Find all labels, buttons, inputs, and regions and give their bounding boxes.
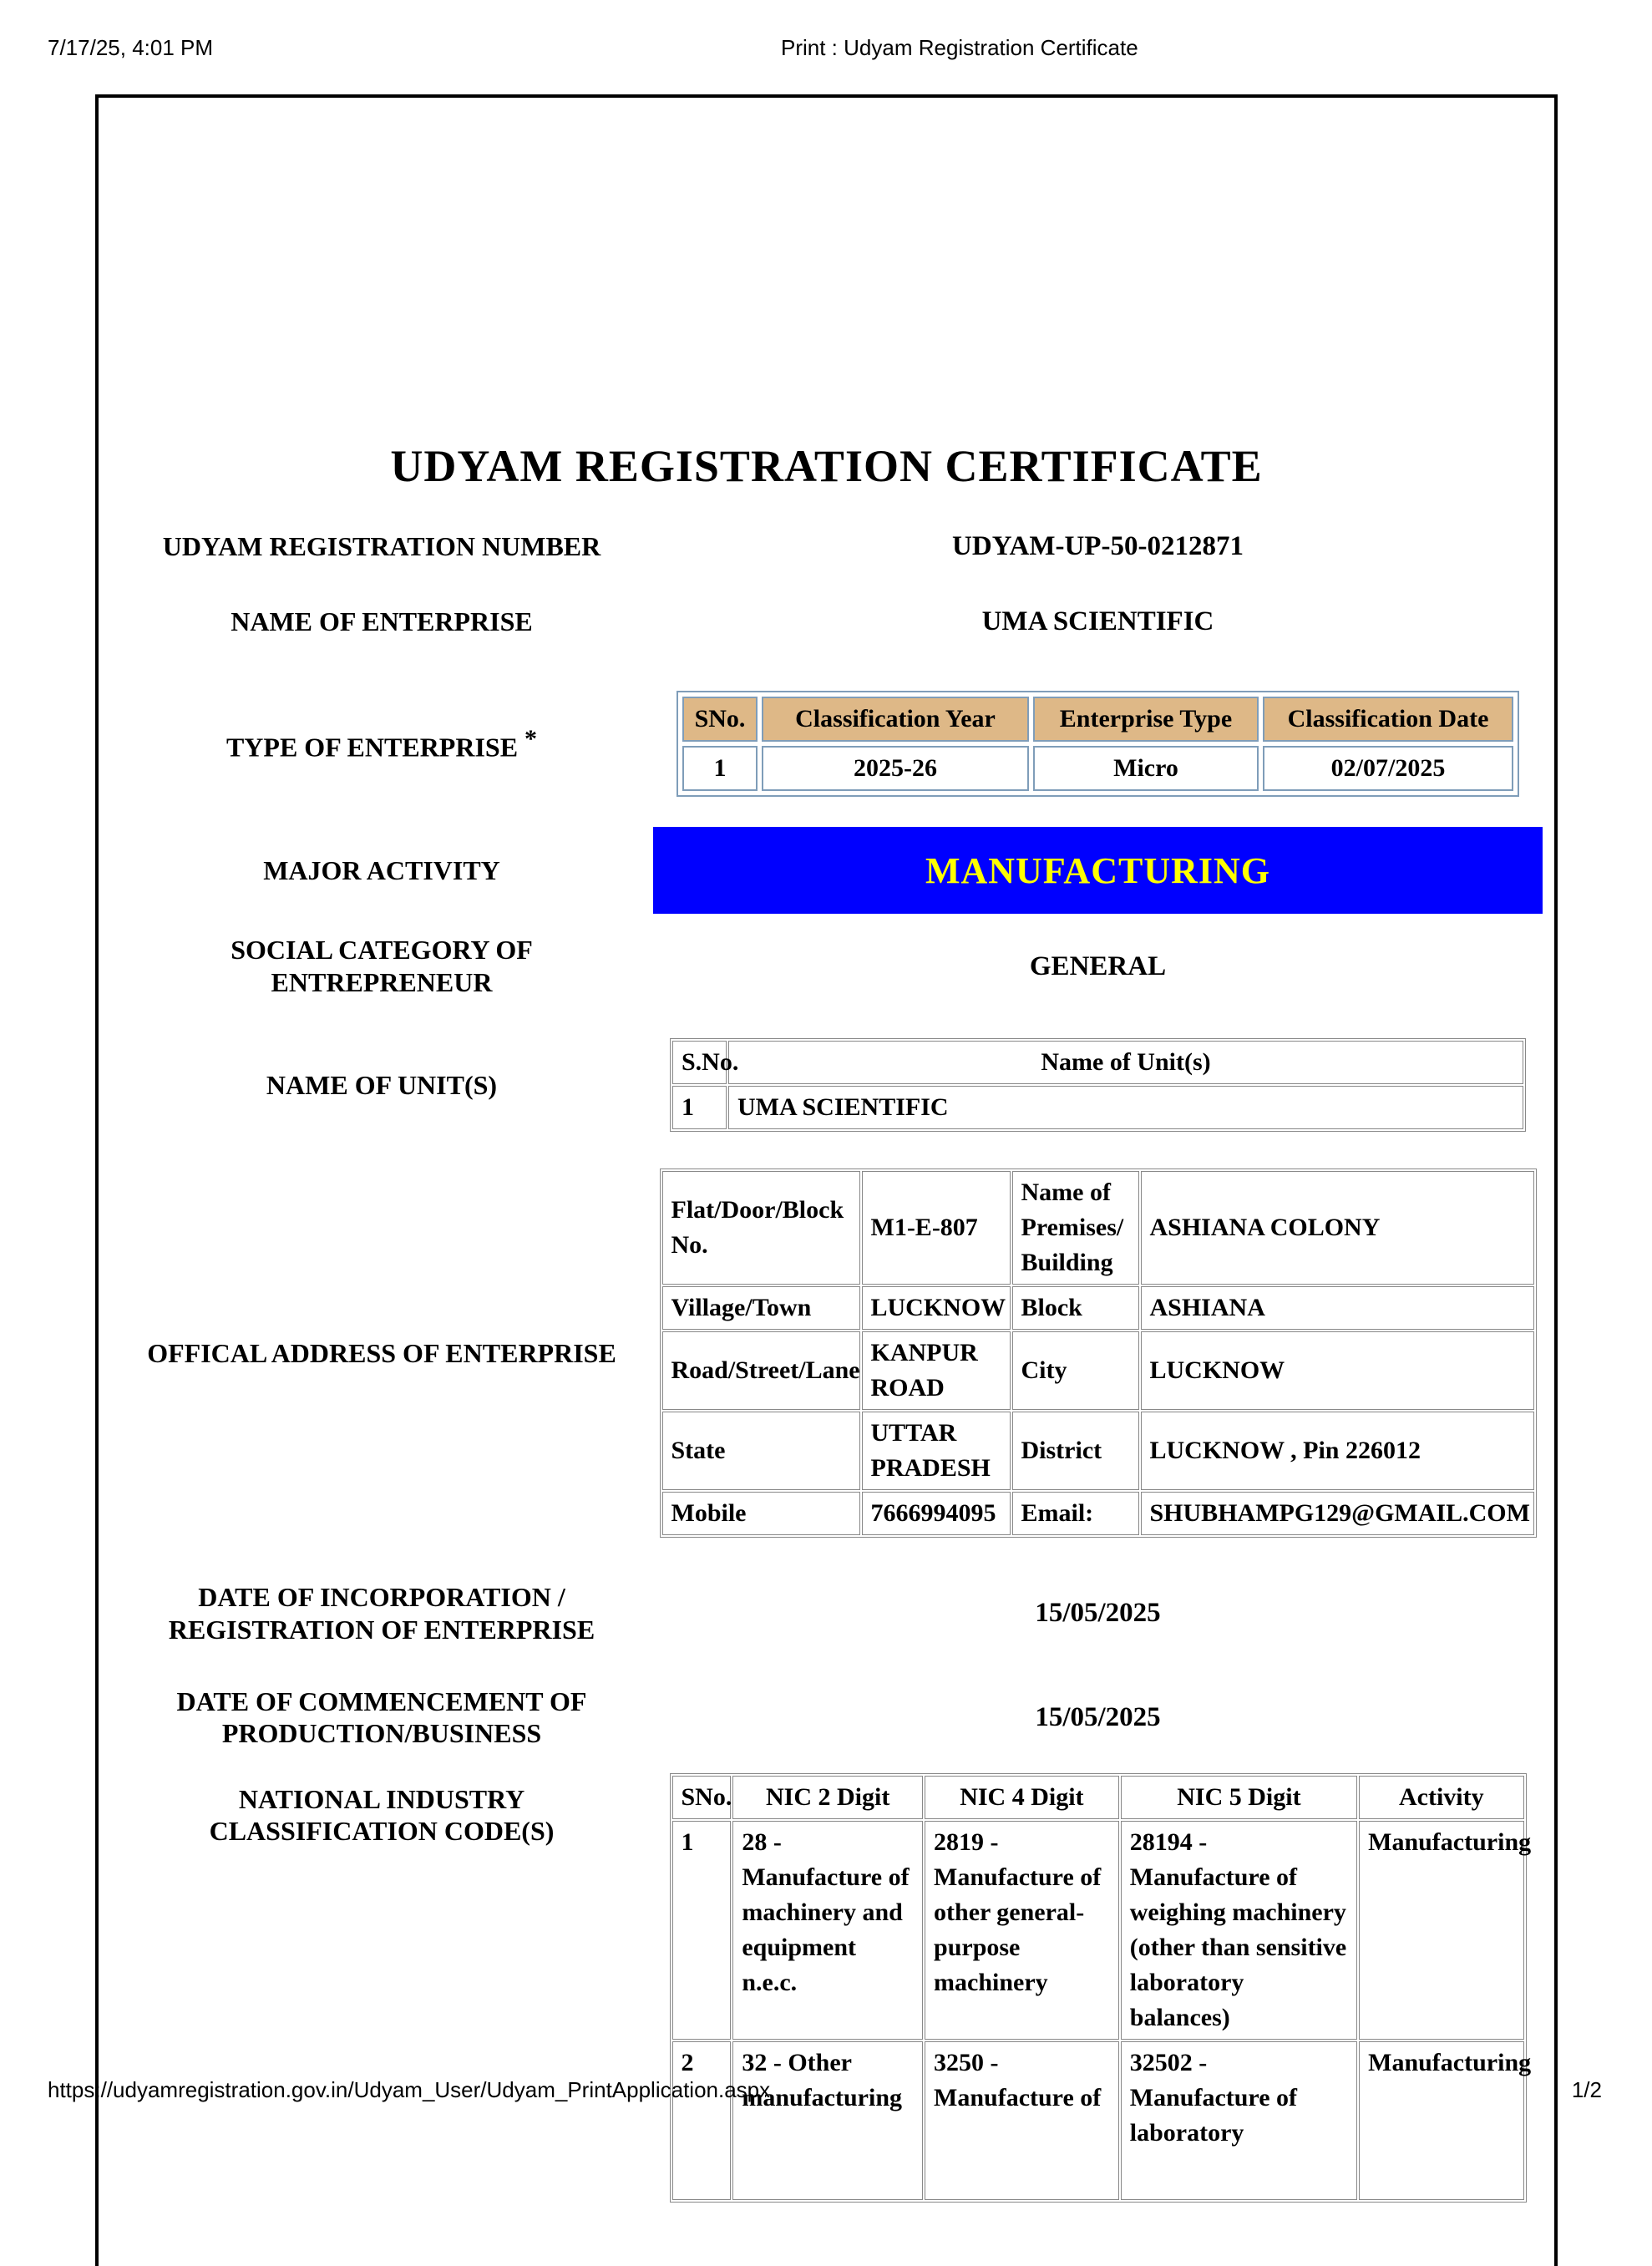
address-row [110,1168,1543,1538]
registration-number-label: UDYAM REGISTRATION NUMBER [162,530,601,561]
commencement-date-label [110,1686,653,1750]
address-row-village [662,1286,1534,1330]
nic2-2digit: 32 - Other manufacturing [732,2041,923,2200]
classification-header-type: Enterprise Type [1033,697,1259,742]
major-activity-row [110,827,1543,914]
commencement-date-label-line2: PRODUCTION/BUSINESS [221,1718,542,1749]
units-label: NAME OF UNIT(S) [266,1069,498,1100]
units-header-row [672,1041,1523,1084]
print-header-title: Print : Udyam Registration Certificate [781,35,1138,60]
address-block-value: ASHIANA [1141,1286,1534,1330]
certificate-border-box [95,94,1558,2266]
address-flat-value: M1-E-807 [862,1171,1011,1285]
address-table-wrap [653,1168,1543,1538]
nic2-4digit: 3250 - Manufacture of [925,2041,1119,2200]
classification-header-sno: SNo. [682,697,758,742]
classification-header-year: Classification Year [762,697,1029,742]
incorporation-date-label-line1: DATE OF INCORPORATION / [198,1582,565,1613]
address-district-label: District [1012,1412,1139,1490]
address-village-label: Village/Town [662,1286,860,1330]
address-label: OFFICAL ADDRESS OF ENTERPRISE [147,1337,616,1368]
nic-data-row-2 [672,2041,1524,2200]
units-cell-sno: 1 [672,1086,727,1129]
address-flat-label: Flat/Door/Block No. [662,1171,860,1285]
classification-table [677,691,1519,797]
classification-header-row [682,697,1513,742]
nic2-activity: Manufacturing [1359,2041,1523,2200]
nic-data-row-1 [672,1821,1524,2040]
nic1-2digit: 28 - Manufacture of machinery and equipment n.e.c. [732,1821,923,2040]
nic1-sno: 1 [672,1821,732,2040]
classification-cell-sno: 1 [682,746,758,791]
units-header-name: Name of Unit(s) [728,1041,1523,1084]
units-header-sno: S.No. [672,1041,727,1084]
units-table [670,1038,1526,1132]
address-state-value: UTTAR PRADESH [862,1412,1011,1490]
address-road-label: Road/Street/Lane [662,1331,860,1410]
major-activity-label: MAJOR ACTIVITY [263,855,500,886]
commencement-date-value: 15/05/2025 [1035,1702,1161,1733]
address-block-label: Block [1012,1286,1139,1330]
certificate-title: UDYAM REGISTRATION CERTIFICATE [390,441,1263,491]
required-asterisk: * [524,725,538,753]
type-of-enterprise-row [110,691,1543,797]
nic-header-2digit: NIC 2 Digit [732,1776,923,1819]
nic1-activity: Manufacturing [1359,1821,1523,2040]
address-row-road [662,1331,1534,1410]
address-table [660,1168,1537,1538]
nic-table-wrap [653,1773,1543,2203]
social-category-row [110,934,1543,998]
address-city-label: City [1012,1331,1139,1410]
social-category-label-line2: ENTREPRENEUR [271,966,493,997]
address-row-state [662,1412,1534,1490]
incorporation-date-label [110,1581,653,1645]
print-header-datetime: 7/17/25, 4:01 PM [48,35,214,60]
enterprise-name-value: UMA SCIENTIFIC [981,606,1214,637]
enterprise-name-label: NAME OF ENTERPRISE [231,606,533,637]
address-row-flat [662,1171,1534,1285]
classification-header-date: Classification Date [1263,697,1513,742]
social-category-value: GENERAL [1029,951,1167,981]
nic1-4digit: 2819 - Manufacture of other general-purpose machinery [925,1821,1119,2040]
nic-header-4digit: NIC 4 Digit [925,1776,1119,1819]
registration-number-value: UDYAM-UP-50-0212871 [952,531,1244,561]
classification-cell-date: 02/07/2025 [1263,746,1513,791]
address-village-value: LUCKNOW [862,1286,1011,1330]
units-data-row [672,1086,1523,1129]
address-mobile-value: 7666994095 [862,1492,1011,1535]
classification-data-row [682,746,1513,791]
nic-header-sno: SNo. [672,1776,732,1819]
units-row [110,1038,1543,1132]
classification-cell-year: 2025-26 [762,746,1029,791]
address-state-label: State [662,1412,860,1490]
nic-header-5digit: NIC 5 Digit [1121,1776,1357,1819]
nic-label [110,1773,653,1848]
type-of-enterprise-label-text: TYPE OF ENTERPRISE [226,733,519,763]
address-row-mobile [662,1492,1534,1535]
classification-cell-type: Micro [1033,746,1259,791]
nic2-sno: 2 [672,2041,732,2200]
address-email-value: SHUBHAMPG129@GMAIL.COM [1141,1492,1534,1535]
incorporation-date-value: 15/05/2025 [1035,1598,1161,1629]
nic-label-line1: NATIONAL INDUSTRY [238,1783,525,1814]
enterprise-name-row [110,602,1543,641]
nic-label-line2: CLASSIFICATION CODE(S) [209,1816,555,1847]
address-premises-label: Name of Premises/ Building [1012,1171,1139,1285]
address-email-label: Email: [1012,1492,1139,1535]
units-cell-name: UMA SCIENTIFIC [728,1086,1523,1129]
units-table-wrap [653,1038,1543,1132]
nic-header-row [672,1776,1524,1819]
address-premises-value: ASHIANA COLONY [1141,1171,1534,1285]
incorporation-date-label-line2: REGISTRATION OF ENTERPRISE [168,1614,595,1645]
classification-table-wrap [653,691,1543,797]
commencement-date-row [110,1686,1543,1750]
social-category-label [110,934,653,998]
address-road-value: KANPUR ROAD [862,1331,1011,1410]
print-footer-page-number: 1/2 [1571,2077,1602,2102]
type-of-enterprise-label [110,724,653,763]
print-footer-url: https://udyamregistration.gov.in/Udyam_User/Udyam_PrintApplication.aspx [48,2077,771,2102]
incorporation-date-row [110,1581,1543,1645]
nic-table [670,1773,1532,2203]
address-district-value: LUCKNOW , Pin 226012 [1141,1412,1534,1490]
nic-row [110,1773,1543,2203]
nic2-5digit: 32502 - Manufacture of laboratory [1121,2041,1357,2200]
registration-number-row [110,527,1543,565]
address-mobile-label: Mobile [662,1492,860,1535]
commencement-date-label-line1: DATE OF COMMENCEMENT OF [176,1686,587,1716]
social-category-label-line1: SOCIAL CATEGORY OF [231,935,533,966]
address-city-value: LUCKNOW [1141,1331,1534,1410]
major-activity-banner: MANUFACTURING [653,827,1543,914]
nic-header-activity: Activity [1359,1776,1523,1819]
nic1-5digit: 28194 - Manufacture of weighing machinery (other than sensitive laboratory balances) [1121,1821,1357,2040]
